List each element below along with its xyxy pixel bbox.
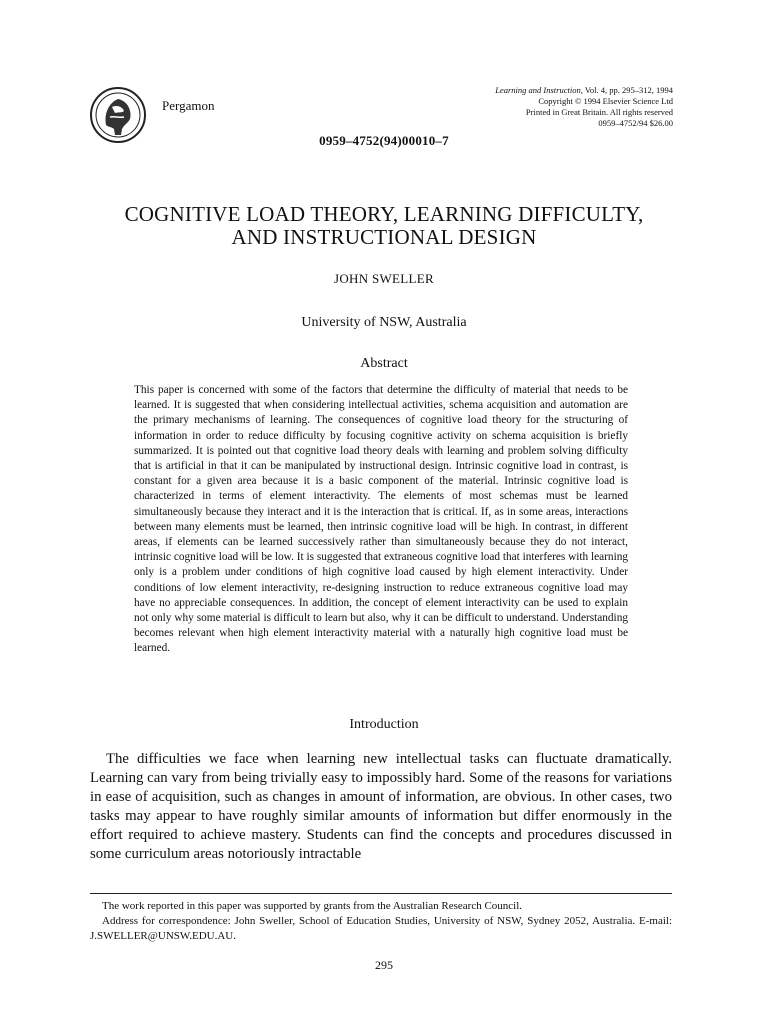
copyright-line: Copyright © 1994 Elsevier Science Ltd (538, 96, 673, 106)
footnote-address: Address for correspondence: John Sweller, School of Education Studies, University of NSW, Sydney 2052, Australia. E-mail: J.SWELLER@UNSW.EDU.AU. (90, 915, 672, 942)
printed-line: Printed in Great Britain. All rights reserved (525, 107, 673, 117)
journal-name: Learning and Instruction, (495, 85, 583, 95)
journal-volume-pages: Vol. 4, pp. 295–312, 1994 (582, 85, 673, 95)
title-line-1: COGNITIVE LOAD THEORY, LEARNING DIFFICULTY, (124, 202, 644, 226)
article-doi: 0959–4752(94)00010–7 (319, 133, 449, 148)
journal-reference (373, 85, 673, 129)
abstract-heading: Abstract (360, 356, 408, 371)
footnote (90, 899, 672, 944)
abstract-text: This paper is concerned with some of the factors that determine the difficulty of material that needs to be learned. It is suggested that when considering intellectual activities, schema acquisition and automation are the primary mechanisms of learning. The consequences of cognitive load theory for the structuring of information in order to reduce difficulty by focusing cognitive activity on schema acquisition is briefly summarized. It is pointed out that cognitive load theory deals with learning and problem solving difficulty that is artificial in that it can be manipulated by instructional design. Intrinsic cognitive load in contrast, is constant for a given area because it is a basic component of the material. Intrinsic cognitive load is characterized in terms of element interactivity. The elements of most schemas must be learned simultaneously because they interact and it is the interaction that is critical. If, as in some areas, interactions between many elements must be learned, then intrinsic cognitive load will be high. In contrast, in different areas, if elements can be learned successively rather than simultaneously because they do not interact, intrinsic cognitive load will be low. It is suggested that extraneous cognitive load that interferes with learning only is a problem under conditions of high cognitive load caused by high element interactivity. Under conditions of low element interactivity, re-designing instruction to reduce extraneous cognitive load may have no appreciable consequences. In addition, the concept of element interactivity can be used to explain not only why some material is difficult to learn but also, why it can be difficult to understand. Understanding becomes relevant when high element interactivity material with a naturally high cognitive load must be learned. (134, 384, 629, 655)
title-line-2: AND INSTRUCTIONAL DESIGN (231, 225, 537, 249)
introduction-heading: Introduction (349, 717, 419, 732)
introduction-body (90, 750, 672, 864)
issn-price: 0959–4752/94 $26.00 (598, 118, 673, 128)
footnote-funding: The work reported in this paper was supported by grants from the Australian Research Council. (102, 900, 523, 912)
author-affiliation: University of NSW, Australia (301, 315, 467, 330)
journal-citation (373, 85, 673, 96)
footnote-divider (90, 893, 672, 894)
publisher-name: Pergamon (162, 98, 215, 113)
article-title (60, 203, 708, 249)
author-name: JOHN SWELLER (333, 271, 434, 286)
introduction-paragraph: The difficulties we face when learning new intellectual tasks can fluctuate dramatically. Learning can vary from being trivially easy to impossibly hard. Some of the reasons for variations in ease of acquisition, such as changes in amount of information, are obvious. In other cases, two tasks may appear to have roughly similar amounts of information but differ enormously in the effort required to achieve mastery. Students can find the concepts and procedures discussed in some curriculum areas notoriously intractable (90, 751, 672, 862)
page-number: 295 (375, 958, 393, 972)
